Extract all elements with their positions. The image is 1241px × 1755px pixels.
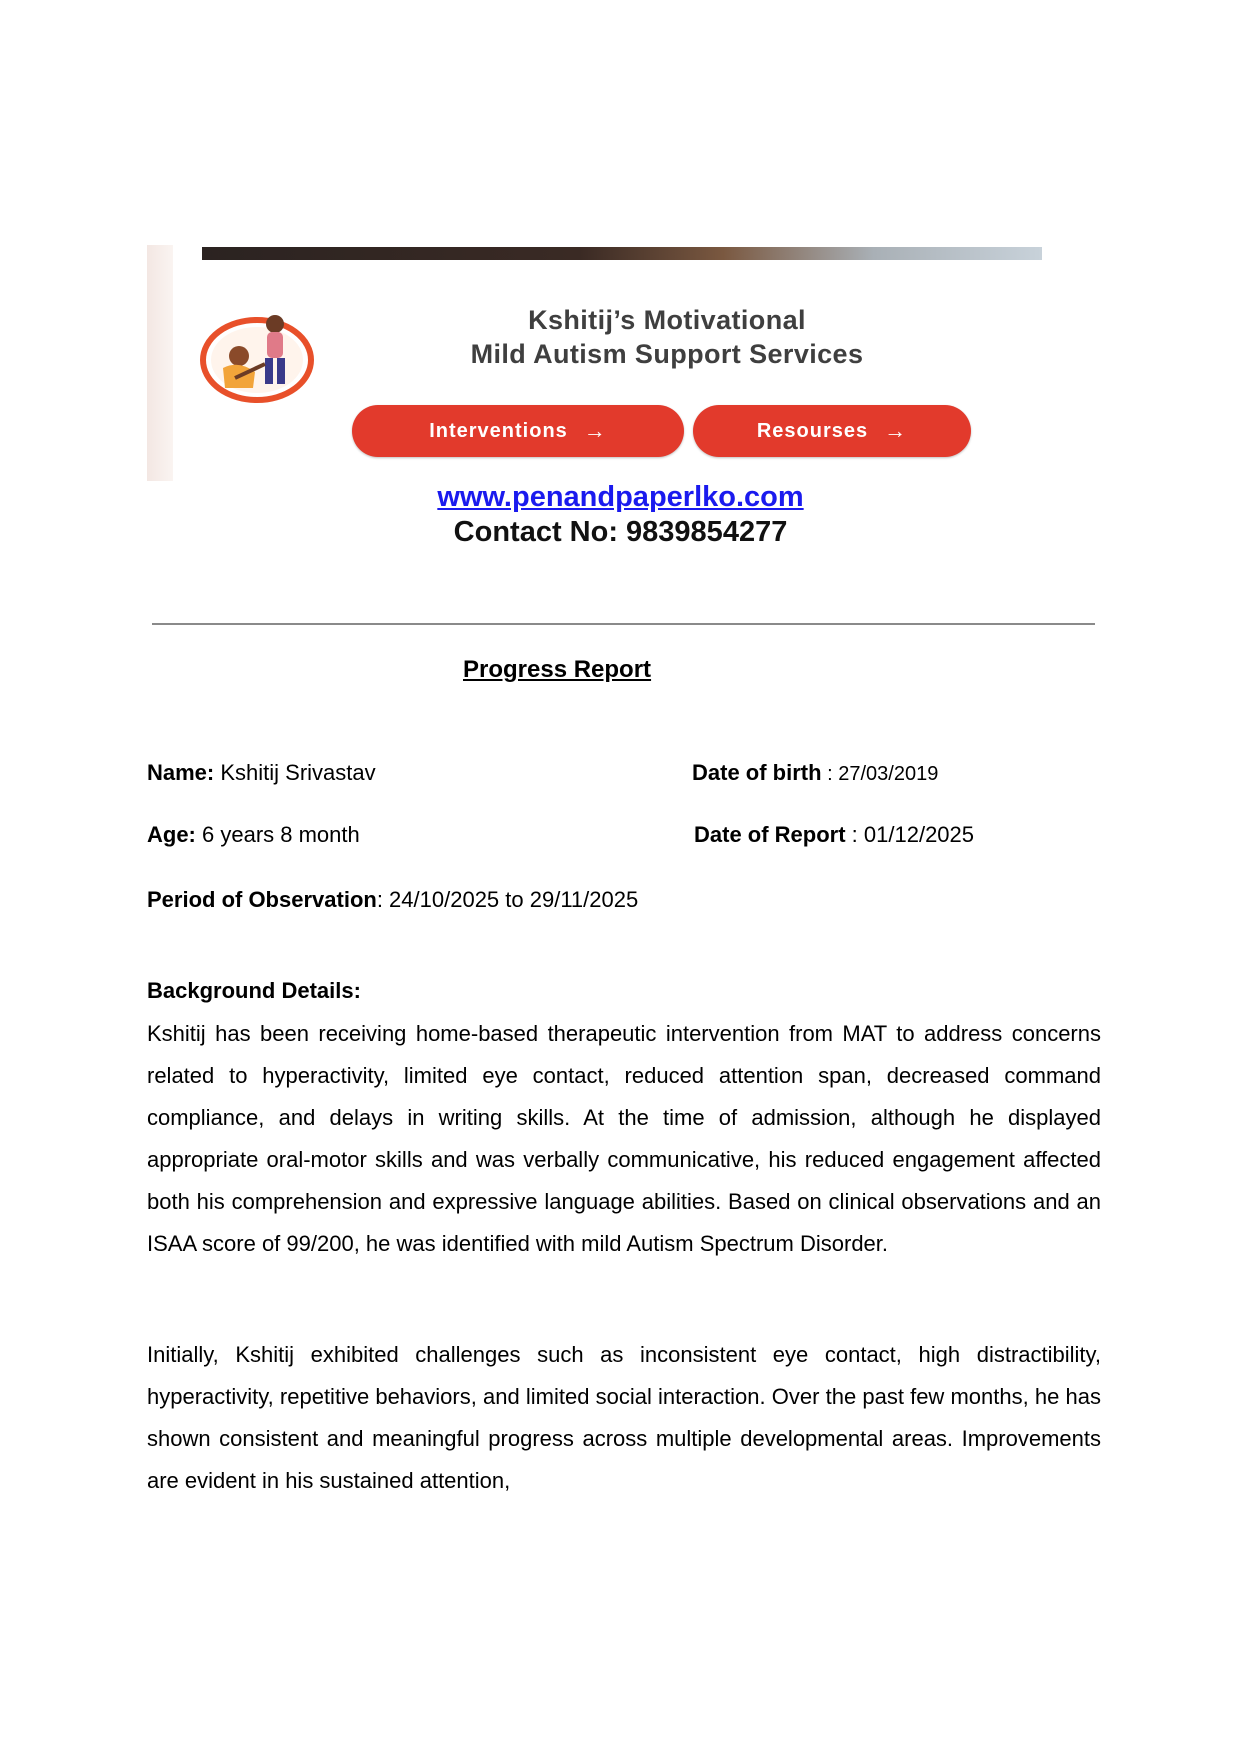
- resourses-button-label: Resourses: [756, 419, 869, 442]
- age-field: [147, 822, 360, 848]
- contact-number: Contact No: 9839854277: [453, 516, 788, 548]
- background-heading: Background Details:: [147, 978, 361, 1003]
- background-paragraph-2: Initially, Kshitij exhibited challenges such as inconsistent eye contact, high distractibility, hyperactivity, repetitive behaviors, and limited social interaction. Over the past few months, he has shown consistent and meaningful progress across multiple developmental areas. Improvements are evident in his sustained attention,: [147, 1342, 1101, 1493]
- report-date-field: [694, 822, 974, 848]
- header-banner: [147, 245, 1025, 481]
- banner-title-line1: Kshitij’s Motivational: [528, 305, 806, 335]
- period-label: Period of Observation: [147, 887, 377, 912]
- banner-left-bar: [147, 245, 173, 481]
- dob-field: [692, 760, 938, 786]
- name-field: [147, 760, 376, 786]
- arrow-right-icon: →: [583, 418, 607, 443]
- period-value: : 24/10/2025 to 29/11/2025: [376, 887, 639, 912]
- website-link[interactable]: www.penandpaperlko.com: [437, 481, 804, 513]
- arrow-right-icon: →: [884, 418, 908, 443]
- report-date-value: : 01/12/2025: [845, 822, 975, 847]
- age-value: 6 years 8 month: [195, 822, 360, 847]
- banner-title: [377, 303, 957, 371]
- interventions-button-label: Interventions: [429, 419, 568, 442]
- period-field: [147, 887, 638, 913]
- dob-value: : 27/03/2019: [821, 763, 939, 785]
- banner-top-bar: [202, 247, 1042, 260]
- name-label: Name:: [147, 760, 215, 785]
- report-title: Progress Report: [463, 656, 652, 683]
- age-label: Age:: [147, 822, 196, 847]
- divider: [152, 623, 1095, 625]
- logo: [195, 302, 319, 406]
- banner-title-line2: Mild Autism Support Services: [470, 339, 864, 369]
- interventions-button[interactable]: [352, 405, 684, 457]
- name-value: Kshitij Srivastav: [214, 760, 376, 785]
- background-paragraph-1: Kshitij has been receiving home-based therapeutic intervention from MAT to address concerns related to hyperactivity, limited eye contact, reduced attention span, decreased command compliance, and delays in writing skills. At the time of admission, although he displayed appropriate oral-motor skills and was verbally communicative, his reduced engagement affected both his comprehension and expressive language abilities. Based on clinical observations and an ISAA score of 99/200, he was identified with mild Autism Spectrum Disorder.: [147, 1021, 1101, 1256]
- dob-label: Date of birth: [692, 760, 822, 785]
- report-date-label: Date of Report: [694, 822, 846, 847]
- resourses-button[interactable]: [693, 405, 971, 457]
